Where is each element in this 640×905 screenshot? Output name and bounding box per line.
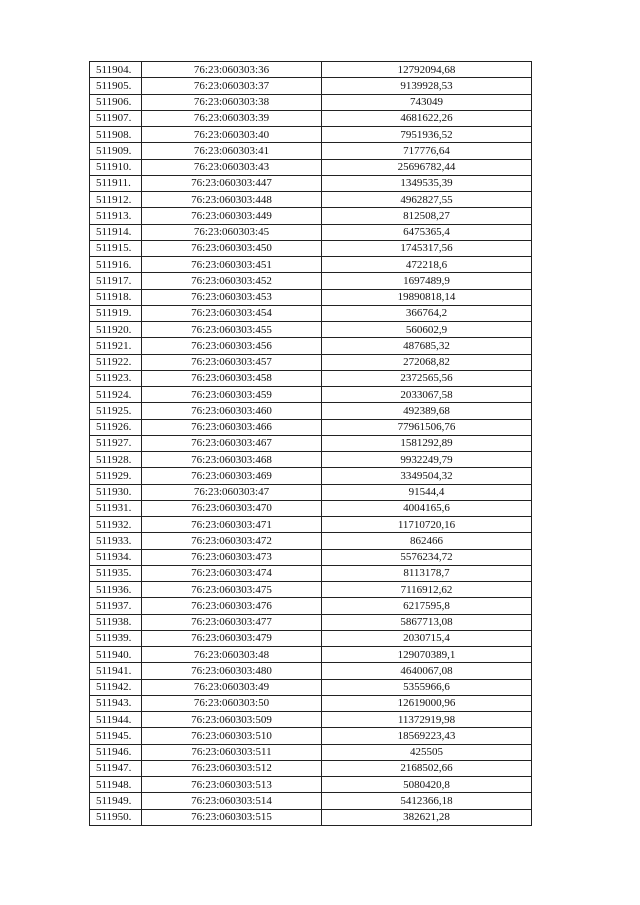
table-row [90, 630, 532, 646]
table-row [90, 500, 532, 516]
cadastral-value-cell: 382621,28 [322, 809, 532, 825]
cadastral-number-cell: 76:23:060303:473 [142, 549, 322, 565]
table-row [90, 78, 532, 94]
row-number-cell: 511922. [90, 354, 142, 370]
cadastral-value-cell: 7951936,52 [322, 127, 532, 143]
cadastral-value-cell: 9932249,79 [322, 452, 532, 468]
row-number-cell: 511923. [90, 370, 142, 386]
cadastral-number-cell: 76:23:060303:448 [142, 192, 322, 208]
cadastral-number-cell: 76:23:060303:50 [142, 695, 322, 711]
row-number-cell: 511937. [90, 598, 142, 614]
cadastral-number-cell: 76:23:060303:456 [142, 338, 322, 354]
cadastral-value-cell: 812508,27 [322, 208, 532, 224]
cadastral-number-cell: 76:23:060303:453 [142, 289, 322, 305]
cadastral-value-cell: 862466 [322, 533, 532, 549]
row-number-cell: 511946. [90, 744, 142, 760]
table-row [90, 565, 532, 581]
cadastral-number-cell: 76:23:060303:36 [142, 62, 322, 78]
cadastral-number-cell: 76:23:060303:40 [142, 127, 322, 143]
row-number-cell: 511925. [90, 403, 142, 419]
cadastral-number-cell: 76:23:060303:466 [142, 419, 322, 435]
row-number-cell: 511944. [90, 712, 142, 728]
row-number-cell: 511942. [90, 679, 142, 695]
cadastral-value-cell: 272068,82 [322, 354, 532, 370]
table-row [90, 598, 532, 614]
row-number-cell: 511904. [90, 62, 142, 78]
row-number-cell: 511907. [90, 110, 142, 126]
cadastral-number-cell: 76:23:060303:474 [142, 565, 322, 581]
cadastral-number-cell: 76:23:060303:449 [142, 208, 322, 224]
cadastral-value-cell: 4962827,55 [322, 192, 532, 208]
row-number-cell: 511949. [90, 793, 142, 809]
table-row [90, 208, 532, 224]
row-number-cell: 511908. [90, 127, 142, 143]
table-row [90, 273, 532, 289]
cadastral-value-table [89, 61, 532, 826]
table-row [90, 192, 532, 208]
table-row [90, 289, 532, 305]
cadastral-number-cell: 76:23:060303:37 [142, 78, 322, 94]
row-number-cell: 511911. [90, 175, 142, 191]
cadastral-value-cell: 5355966,6 [322, 679, 532, 695]
table-row [90, 679, 532, 695]
row-number-cell: 511928. [90, 452, 142, 468]
table-row [90, 728, 532, 744]
row-number-cell: 511921. [90, 338, 142, 354]
cadastral-number-cell: 76:23:060303:509 [142, 712, 322, 728]
row-number-cell: 511927. [90, 435, 142, 451]
cadastral-value-cell: 5080420,8 [322, 777, 532, 793]
row-number-cell: 511920. [90, 322, 142, 338]
table-row [90, 175, 532, 191]
cadastral-value-cell: 1745317,56 [322, 240, 532, 256]
table-row [90, 94, 532, 110]
row-number-cell: 511940. [90, 647, 142, 663]
table-row [90, 484, 532, 500]
cadastral-value-cell: 91544,4 [322, 484, 532, 500]
cadastral-number-cell: 76:23:060303:514 [142, 793, 322, 809]
table-row [90, 143, 532, 159]
cadastral-number-cell: 76:23:060303:451 [142, 257, 322, 273]
table-row [90, 549, 532, 565]
cadastral-value-cell: 472218,6 [322, 257, 532, 273]
table-row [90, 387, 532, 403]
table-row [90, 533, 532, 549]
row-number-cell: 511931. [90, 500, 142, 516]
cadastral-value-cell: 1697489,9 [322, 273, 532, 289]
table-row [90, 224, 532, 240]
cadastral-number-cell: 76:23:060303:480 [142, 663, 322, 679]
row-number-cell: 511912. [90, 192, 142, 208]
cadastral-value-cell: 12619000,96 [322, 695, 532, 711]
cadastral-number-cell: 76:23:060303:471 [142, 517, 322, 533]
cadastral-number-cell: 76:23:060303:476 [142, 598, 322, 614]
table-row [90, 777, 532, 793]
row-number-cell: 511914. [90, 224, 142, 240]
cadastral-number-cell: 76:23:060303:511 [142, 744, 322, 760]
row-number-cell: 511933. [90, 533, 142, 549]
cadastral-value-cell: 11710720,16 [322, 517, 532, 533]
cadastral-value-cell: 2033067,58 [322, 387, 532, 403]
cadastral-value-cell: 77961506,76 [322, 419, 532, 435]
row-number-cell: 511930. [90, 484, 142, 500]
table-row [90, 647, 532, 663]
cadastral-value-cell: 1349535,39 [322, 175, 532, 191]
table-row [90, 240, 532, 256]
table-row [90, 403, 532, 419]
cadastral-value-cell: 2372565,56 [322, 370, 532, 386]
cadastral-value-cell: 425505 [322, 744, 532, 760]
cadastral-value-cell: 9139928,53 [322, 78, 532, 94]
table-row [90, 793, 532, 809]
cadastral-number-cell: 76:23:060303:458 [142, 370, 322, 386]
table-row [90, 809, 532, 825]
row-number-cell: 511941. [90, 663, 142, 679]
table-row [90, 712, 532, 728]
cadastral-value-cell: 19890818,14 [322, 289, 532, 305]
row-number-cell: 511935. [90, 565, 142, 581]
table-row [90, 338, 532, 354]
cadastral-value-cell: 5576234,72 [322, 549, 532, 565]
cadastral-number-cell: 76:23:060303:447 [142, 175, 322, 191]
row-number-cell: 511948. [90, 777, 142, 793]
row-number-cell: 511919. [90, 305, 142, 321]
table-row [90, 354, 532, 370]
cadastral-value-cell: 25696782,44 [322, 159, 532, 175]
cadastral-number-cell: 76:23:060303:475 [142, 582, 322, 598]
row-number-cell: 511915. [90, 240, 142, 256]
row-number-cell: 511924. [90, 387, 142, 403]
cadastral-number-cell: 76:23:060303:48 [142, 647, 322, 663]
table-row [90, 744, 532, 760]
cadastral-number-cell: 76:23:060303:477 [142, 614, 322, 630]
cadastral-number-cell: 76:23:060303:479 [142, 630, 322, 646]
cadastral-value-cell: 2030715,4 [322, 630, 532, 646]
cadastral-value-cell: 129070389,1 [322, 647, 532, 663]
table-row [90, 62, 532, 78]
cadastral-value-cell: 1581292,89 [322, 435, 532, 451]
cadastral-value-cell: 366764,2 [322, 305, 532, 321]
cadastral-number-cell: 76:23:060303:452 [142, 273, 322, 289]
cadastral-number-cell: 76:23:060303:510 [142, 728, 322, 744]
cadastral-value-cell: 11372919,98 [322, 712, 532, 728]
cadastral-number-cell: 76:23:060303:459 [142, 387, 322, 403]
row-number-cell: 511943. [90, 695, 142, 711]
row-number-cell: 511932. [90, 517, 142, 533]
cadastral-number-cell: 76:23:060303:470 [142, 500, 322, 516]
cadastral-value-cell: 7116912,62 [322, 582, 532, 598]
table-row [90, 159, 532, 175]
table-row [90, 257, 532, 273]
cadastral-number-cell: 76:23:060303:41 [142, 143, 322, 159]
row-number-cell: 511909. [90, 143, 142, 159]
cadastral-value-cell: 743049 [322, 94, 532, 110]
row-number-cell: 511936. [90, 582, 142, 598]
row-number-cell: 511910. [90, 159, 142, 175]
cadastral-value-cell: 487685,32 [322, 338, 532, 354]
cadastral-value-cell: 6217595,8 [322, 598, 532, 614]
table-row [90, 695, 532, 711]
table-row [90, 435, 532, 451]
cadastral-number-cell: 76:23:060303:457 [142, 354, 322, 370]
cadastral-number-cell: 76:23:060303:469 [142, 468, 322, 484]
table-row [90, 322, 532, 338]
cadastral-number-cell: 76:23:060303:49 [142, 679, 322, 695]
row-number-cell: 511917. [90, 273, 142, 289]
cadastral-number-cell: 76:23:060303:454 [142, 305, 322, 321]
row-number-cell: 511938. [90, 614, 142, 630]
cadastral-value-cell: 560602,9 [322, 322, 532, 338]
cadastral-value-cell: 18569223,43 [322, 728, 532, 744]
cadastral-number-cell: 76:23:060303:39 [142, 110, 322, 126]
row-number-cell: 511918. [90, 289, 142, 305]
row-number-cell: 511905. [90, 78, 142, 94]
table-row [90, 663, 532, 679]
cadastral-value-cell: 3349504,32 [322, 468, 532, 484]
cadastral-number-cell: 76:23:060303:38 [142, 94, 322, 110]
cadastral-value-cell: 5412366,18 [322, 793, 532, 809]
row-number-cell: 511945. [90, 728, 142, 744]
cadastral-value-cell: 6475365,4 [322, 224, 532, 240]
table-row [90, 110, 532, 126]
cadastral-number-cell: 76:23:060303:450 [142, 240, 322, 256]
table-row [90, 614, 532, 630]
cadastral-value-cell: 4640067,08 [322, 663, 532, 679]
cadastral-number-cell: 76:23:060303:455 [142, 322, 322, 338]
cadastral-number-cell: 76:23:060303:515 [142, 809, 322, 825]
row-number-cell: 511913. [90, 208, 142, 224]
cadastral-number-cell: 76:23:060303:460 [142, 403, 322, 419]
row-number-cell: 511929. [90, 468, 142, 484]
cadastral-number-cell: 76:23:060303:472 [142, 533, 322, 549]
cadastral-number-cell: 76:23:060303:43 [142, 159, 322, 175]
row-number-cell: 511906. [90, 94, 142, 110]
cadastral-value-cell: 4681622,26 [322, 110, 532, 126]
table-row [90, 468, 532, 484]
cadastral-number-cell: 76:23:060303:468 [142, 452, 322, 468]
table-row [90, 305, 532, 321]
cadastral-number-cell: 76:23:060303:45 [142, 224, 322, 240]
cadastral-value-cell: 492389,68 [322, 403, 532, 419]
cadastral-number-cell: 76:23:060303:467 [142, 435, 322, 451]
table-row [90, 370, 532, 386]
table-body [90, 62, 532, 826]
table-row [90, 582, 532, 598]
row-number-cell: 511939. [90, 630, 142, 646]
table-row [90, 760, 532, 776]
cadastral-value-cell: 5867713,08 [322, 614, 532, 630]
row-number-cell: 511934. [90, 549, 142, 565]
cadastral-value-cell: 4004165,6 [322, 500, 532, 516]
table-row [90, 127, 532, 143]
row-number-cell: 511926. [90, 419, 142, 435]
cadastral-value-cell: 12792094,68 [322, 62, 532, 78]
table-row [90, 517, 532, 533]
cadastral-value-cell: 717776,64 [322, 143, 532, 159]
row-number-cell: 511947. [90, 760, 142, 776]
cadastral-number-cell: 76:23:060303:47 [142, 484, 322, 500]
table-row [90, 419, 532, 435]
row-number-cell: 511950. [90, 809, 142, 825]
row-number-cell: 511916. [90, 257, 142, 273]
cadastral-value-cell: 2168502,66 [322, 760, 532, 776]
cadastral-value-cell: 8113178,7 [322, 565, 532, 581]
table-row [90, 452, 532, 468]
cadastral-number-cell: 76:23:060303:512 [142, 760, 322, 776]
cadastral-number-cell: 76:23:060303:513 [142, 777, 322, 793]
